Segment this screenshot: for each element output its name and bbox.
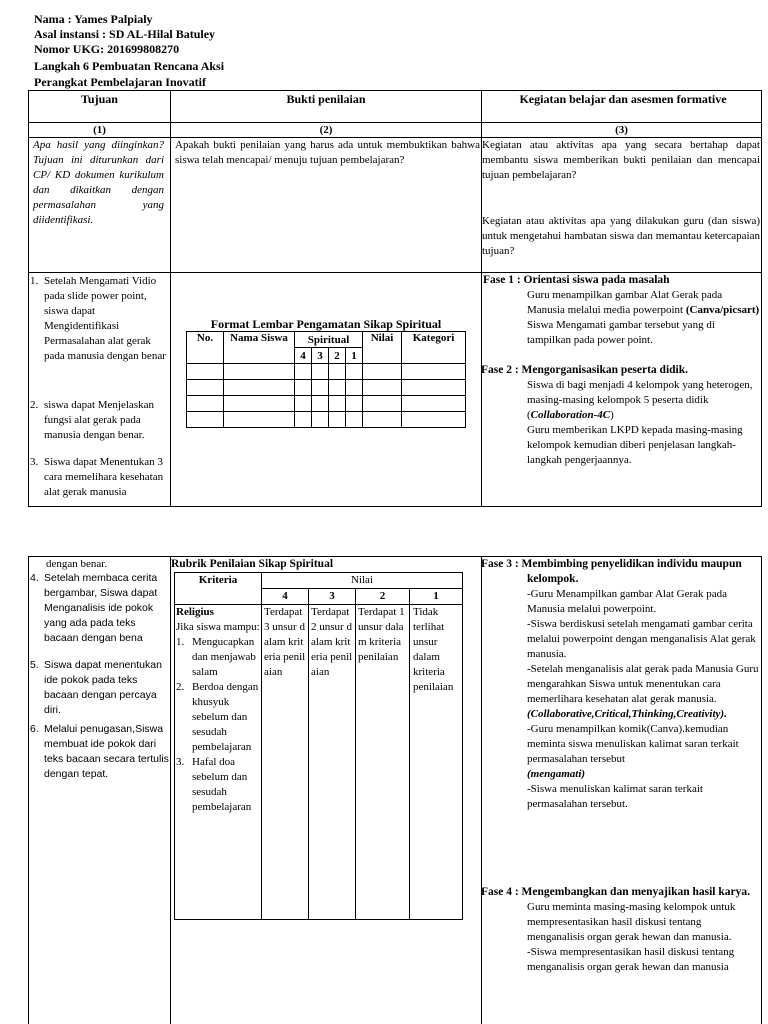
fase-3-title: Fase 3 : Membimbing penyelidikan individu maupun kelompok. bbox=[481, 558, 742, 585]
rubric-kriteria-cell: Religius Jika siswa mampu: 1. Mengucapkan dan menjawab salam 2. Berdoa dengan khusyuk sebelum dan sesudah pembelajaran 3. Hafal doa sebelum dan sesudah pembelajaran bbox=[176, 606, 260, 813]
col-number-2: (2) bbox=[319, 124, 333, 136]
guide-bukti: Apakah bukti penilaian yang harus ada untuk membuktikan bahwa siswa telah mencapai/ menuju tujuan pembelajaran? bbox=[175, 139, 480, 166]
rubric-header-kriteria: Kriteria bbox=[198, 574, 238, 586]
col-number-1: (1) bbox=[93, 124, 106, 136]
fase-1-title: Fase 1 : Orientasi siswa pada masalah bbox=[483, 274, 670, 286]
header-instansi: Asal instansi : SD AL-Hilal Batuley bbox=[34, 27, 216, 41]
rubric-text-2: Terdapat 1 unsur dalam kriteria penilaian bbox=[358, 606, 405, 663]
goals-list-2 bbox=[30, 571, 169, 782]
goal-3-continuation: dengan benar. bbox=[46, 558, 108, 570]
list-item: 4. Setelah membaca cerita bergambar, Siswa dapat Menganalisis ide pokok yang ada pada teks bacaan dengan bena bbox=[30, 572, 158, 644]
rubric-text-4: Terdapat 3 unsur dalam kriteria penilaian bbox=[264, 606, 306, 678]
obs-score-1: 1 bbox=[346, 348, 363, 364]
list-item: 1. Mengucapkan dan menjawab salam bbox=[176, 636, 256, 678]
col-header-tujuan: Tujuan bbox=[81, 92, 118, 106]
rubric-header-nilai: Nilai bbox=[351, 574, 373, 586]
col-number-3: (3) bbox=[615, 124, 628, 136]
fase-4-title: Fase 4 : Mengembangkan dan menyajikan hasil karya. bbox=[481, 886, 751, 898]
list-item: 6. Melalui penugasan,Siswa membuat ide pokok dari teks bacaan secara tertulis dengan tepat. bbox=[30, 723, 169, 780]
obs-score-3: 3 bbox=[312, 348, 329, 364]
table-row bbox=[187, 412, 466, 428]
rubric-score-2: 2 bbox=[379, 590, 386, 602]
header-nama: Nama : Yames Palpialy bbox=[34, 12, 153, 26]
header-perangkat: Perangkat Pembelajaran Inovatif bbox=[34, 75, 206, 89]
obs-score-4: 4 bbox=[295, 348, 312, 364]
obs-score-2: 2 bbox=[329, 348, 346, 364]
rubric-religius: Religius bbox=[176, 606, 214, 618]
rubric-title: Rubrik Penilaian Sikap Spiritual bbox=[171, 558, 334, 570]
format-title: Format Lembar Pengamatan Sikap Spiritual bbox=[210, 317, 442, 331]
fase-3: Fase 3 : Membimbing penyelidikan individu maupun kelompok. -Guru Menampilkan gambar Alat Gerak pada Manusia melalui powerpoint. -Siswa berdiskusi setelah mengamati gambar cerita melalui powerpoint dengan menganalisis Alat gerak manusia. -Setelah menganalisis alat gerak pada Manusia Guru mengarahkan Siswa untuk menentukan cara memerlihara kesehatan alat gerak manusia. (Collaborative,Critical,Thinking,Creativity). -Guru menampilkan komik(Canva).kemudian meminta siswa menuliskan kalimat saran terkait permasalahan tersebut (mengamati) -Siswa menuliskan kalimat saran terkait permasalahan tersebut. bbox=[481, 558, 759, 810]
list-item: 3. Siswa dapat Menentukan 3 cara memelihara kesehatan alat gerak manusia bbox=[30, 456, 164, 498]
fase-2: Fase 2 : Mengorganisasikan peserta didik. Siswa di bagi menjadi 4 kelompok yang heterogen, masing-masing kelompok 5 peserta didik (Collaboration-4C) Guru memberikan LKPD kepada masing-masing kelompok kemudian diberi penjelasan langkah-langkah pengerjaannya. bbox=[481, 363, 760, 468]
table-row bbox=[187, 364, 466, 380]
list-item: 2. Berdoa dengan khusyuk sebelum dan sesudah pembelajaran bbox=[176, 681, 259, 753]
header-langkah: Langkah 6 Pembuatan Rencana Aksi bbox=[34, 59, 225, 73]
obs-header-nama: Nama Siswa bbox=[224, 332, 295, 364]
obs-header-nilai: Nilai bbox=[363, 332, 402, 364]
goals-list bbox=[30, 274, 168, 500]
table-row bbox=[187, 380, 466, 396]
observation-table bbox=[186, 331, 466, 428]
rubric-score-1: 1 bbox=[433, 590, 439, 602]
rubric-score-3: 3 bbox=[329, 590, 335, 602]
obs-header-kategori: Kategori bbox=[402, 332, 466, 364]
rubric-text-3: Terdapat 2 unsur dalam kriteria penilaian bbox=[311, 606, 353, 678]
fase-4: Fase 4 : Mengembangkan dan menyajikan hasil karya. Guru meminta masing-masing kelompok untuk mempresentasikan hasil diskusi tentang menganalisis organ gerak hewan dan manusia. -Siswa mempresentasikan hasil diskusi tentang menganalisis organ gerak hewan dan manusia bbox=[481, 885, 760, 975]
guide-kegiatan-1: Kegiatan atau aktivitas apa yang secara bertahap dapat membantu siswa memberikan bukti penilaian dan mencapai tujuan pembelajaran? bbox=[482, 139, 760, 181]
fase-2-title: Fase 2 : Mengorganisasikan peserta didik. bbox=[481, 364, 689, 376]
table-row bbox=[187, 396, 466, 412]
list-item: 1. Setelah Mengamati Vidio pada slide power point, siswa dapat Mengidentifikasi Permasalahan alat gerak pada manusia dengan benar bbox=[30, 275, 166, 362]
obs-header-no: No. bbox=[187, 332, 224, 364]
rubric-text-1: Tidak terlihat unsur dalam kriteria penilaian bbox=[413, 606, 454, 693]
col-header-kegiatan: Kegiatan belajar dan asesmen formative bbox=[519, 92, 727, 106]
header-ukg: Nomor UKG: 201699808270 bbox=[34, 42, 180, 56]
col-header-bukti: Bukti penilaian bbox=[286, 92, 366, 106]
list-item: 5. Siswa dapat menentukan ide pokok pada teks bacaan dengan percaya diri. bbox=[30, 659, 162, 716]
rubric-score-4: 4 bbox=[282, 590, 288, 602]
obs-header-spiritual: Spiritual bbox=[295, 332, 363, 348]
list-item: 3. Hafal doa sebelum dan sesudah pembelajaran bbox=[176, 756, 252, 813]
list-item: 2. siswa dapat Menjelaskan fungsi alat gerak pada manusia dengan benar. bbox=[30, 399, 154, 441]
fase-1: Fase 1 : Orientasi siswa pada masalah Guru menampilkan gambar Alat Gerak pada Manusia melalui media powerpoint (Canva/picsart) Siswa Mengamati gambar tersebut yang di tampilkan pada power point. bbox=[483, 274, 760, 346]
guide-kegiatan-2: Kegiatan atau aktivitas apa yang dilakukan guru (dan siswa) untuk mengetahui hambatan siswa dan memantau ketercapaian tujuan? bbox=[482, 215, 760, 257]
guide-tujuan: Apa hasil yang diinginkan? Tujuan ini diturunkan dari CP/ KD dokumen kurikulum dan dikaitkan dengan permasalahan yang diidentifikasi. bbox=[33, 139, 164, 226]
